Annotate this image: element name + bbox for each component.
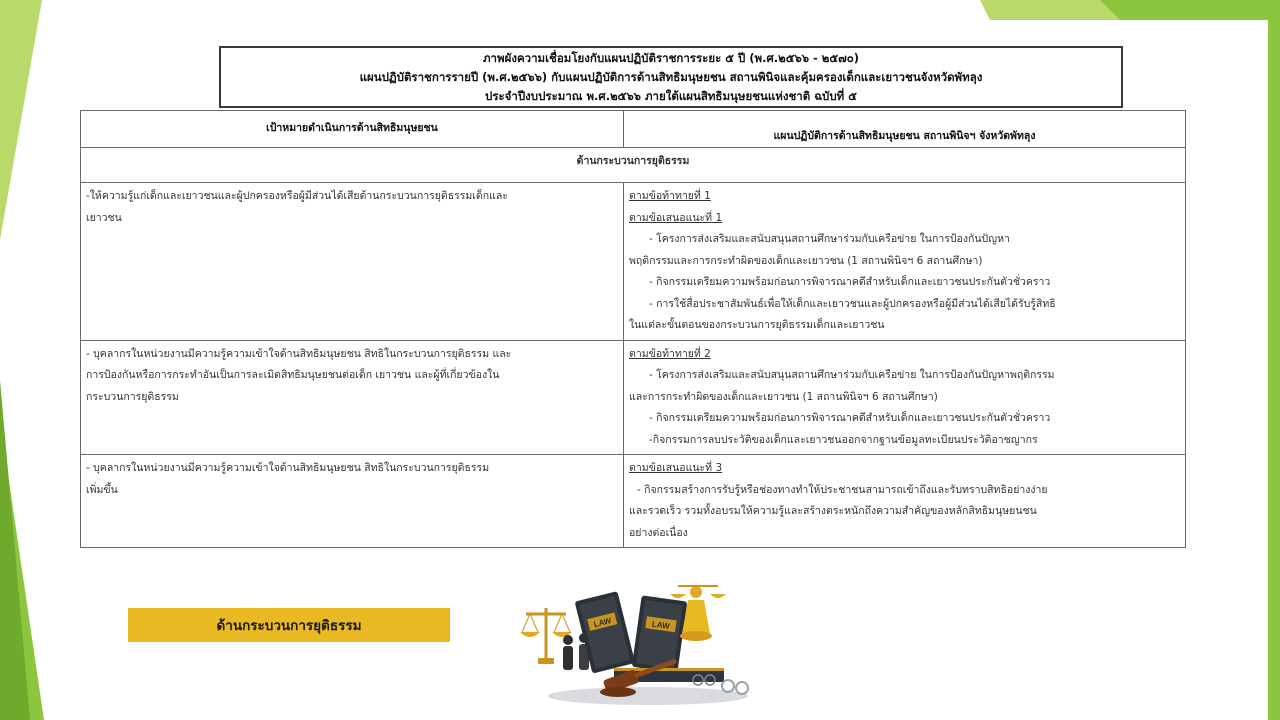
green-left-decoration (0, 0, 60, 720)
reference-label: ตามข้อเสนอแนะที่ 3 (629, 462, 723, 474)
law-book-label: LAW (651, 619, 671, 631)
reference-label: ตามข้อท้าทายที่ 2 (629, 347, 711, 360)
goal-cell: -ให้ความรู้แก่เด็กและเยาวชนและผู้ปกครองหรือผู้มีส่วนได้เสียด้านกระบวนการยุติธรรมเด็กและ เยาวชน (81, 183, 624, 341)
green-top-right-decoration (980, 0, 1280, 20)
law-book-label: LAW (592, 616, 613, 630)
header-goals: เป้าหมายดำเนินการด้านสิทธิมนุษยชน (81, 111, 624, 148)
reference-label: ตามข้อเสนอแนะที่ 1 (629, 211, 723, 224)
section-title: ด้านกระบวนการยุติธรรม (81, 148, 1186, 183)
table-row (81, 455, 1186, 548)
reference-label: ตามข้อท้าทายที่ 1 (629, 190, 711, 202)
table-row (81, 340, 1186, 455)
goal-cell: - บุคลากรในหน่วยงานมีความรู้ความเข้าใจด้านสิทธิมนุษยชน สิทธิในกระบวนการยุติธรรม และ การป้องกันหรือการกระทำอันเป็นการละเมิดสิทธิมนุษยชนต่อเด็ก เยาวชน และผู้ที่เกี่ยวข้องใน กระบวนการยุติธรรม (81, 340, 624, 455)
goal-cell: - บุคลากรในหน่วยงานมีความรู้ความเข้าใจด้านสิทธิมนุษยชน สิทธิในกระบวนการยุติธรรม เพิ่มขึ้น (81, 455, 624, 548)
table-row (81, 183, 1186, 341)
justice-process-tag: ด้านกระบวนการยุติธรรม (128, 608, 450, 642)
plan-cell: ตามข้อเสนอแนะที่ 3 - กิจกรรมสร้างการรับรู้หรือช่องทางทำให้ประชาชนสามารถเข้าถึงและรับทราบสิทธิอย่างง่าย และรวดเร็ว รวมทั้งอบรมให้ความรู้และสร้างตระหนักถึงความสำคัญของหลักสิทธิมนุษยนชน อย่างต่อเนื่อง (624, 455, 1186, 548)
plan-cell: ตามข้อท้าทายที่ 1 ตามข้อเสนอแนะที่ 1 - โครงการส่งเสริมและสนับสนุนสถานศึกษาร่วมกับเครือข่าย ในการป้องกันปัญหา พฤติกรรมและการกระทำผิดของเด็กและเยาวชน (1 สถานพินิจฯ 6 สถานศึกษา) - กิจกรรมเตรียมความพร้อมก่อนการพิจารณาคดีสำหรับเด็กและเยาวชนประกันตัวชั่วคราว - การใช้สื่อประชาสัมพันธ์เพื่อให้เด็กและเยาวชนและผู้ปกครองหรือผู้มีส่วนได้เสียได้รับรู้สิทธิ ในแต่ละขั้นตอนของกระบวนการยุติธรรมเด็กและเยาวชน (624, 183, 1186, 341)
plan-cell: ตามข้อท้าทายที่ 2 - โครงการส่งเสริมและสนับสนุนสถานศึกษาร่วมกับเครือข่าย ในการป้องกันปัญหาพฤติกรรม และการกระทำผิดของเด็กและเยาวชน (1 สถานพินิจฯ 6 สถานศึกษา) - กิจกรรมเตรียมความพร้อมก่อนการพิจารณาคดีสำหรับเด็กและเยาวชนประกันตัวชั่วคราว -กิจกรรมการลบประวัติของเด็กและเยาวชนออกจากฐานข้อมูลทะเบียนประวัติอาชญากร (624, 340, 1186, 455)
green-right-strip (1268, 0, 1280, 720)
header-action-plan: แผนปฏิบัติการด้านสิทธิมนุษยชน สถานพินิจฯ จังหวัดพัทลุง (624, 111, 1186, 148)
title-line-2: แผนปฏิบัติราชการรายปี (พ.ศ.๒๕๖๖) กับแผนปฏิบัติการด้านสิทธิมนุษยชน สถานพินิจและคุ้มครองเด็กและเยาวชนจังหวัดพัทลุง (359, 70, 983, 84)
human-rights-plan-table (80, 110, 1186, 548)
document-title-box (219, 46, 1123, 108)
title-line-1: ภาพผังความเชื่อมโยงกับแผนปฏิบัติราชการระยะ ๕ ปี (พ.ศ.๒๕๖๖ - ๒๕๗๐) (482, 51, 860, 65)
justice-law-books-icon (518, 568, 762, 708)
title-line-3: ประจำปีงบประมาณ พ.ศ.๒๕๖๖ ภายใต้แผนสิทธิมนุษยชนแห่งชาติ ฉบับที่ ๕ (485, 89, 857, 103)
